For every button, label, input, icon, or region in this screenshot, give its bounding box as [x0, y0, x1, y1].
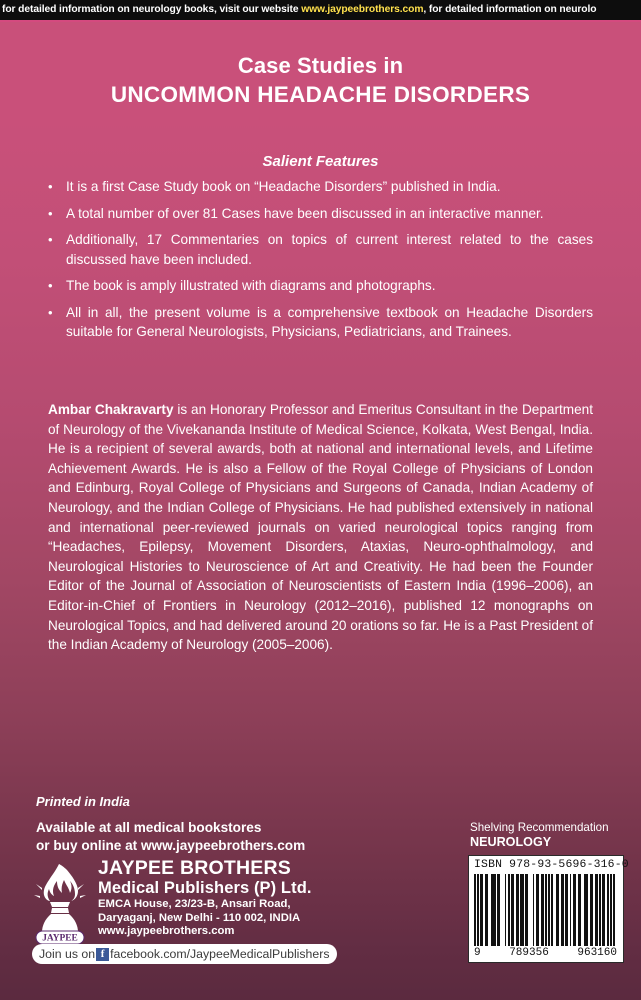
facebook-link-pill[interactable]: [32, 944, 337, 964]
top-promo-banner: [0, 0, 641, 20]
bullet-glyph: •: [48, 232, 53, 247]
feature-text: All in all, the present volume is a comprehensive textbook on Headache Disorders suitable for General Neurologists, Physicians, Pediatricians, and Trainees.: [66, 304, 593, 339]
barcode-digits: [474, 946, 618, 959]
feature-item: [48, 177, 593, 197]
banner-divider-rule: [0, 20, 641, 22]
bullet-glyph: •: [48, 179, 53, 194]
bullet-glyph: •: [48, 278, 53, 293]
banner-website-link[interactable]: www.jaypeebrothers.com: [301, 4, 424, 15]
facebook-icon: f: [96, 948, 109, 961]
publisher-address-line-1: EMCA House, 23/23-B, Ansari Road,: [98, 898, 291, 910]
publisher-address-line-2: Daryaganj, New Delhi - 110 002, INDIA: [98, 911, 301, 924]
jaypee-flame-logo: [32, 862, 88, 944]
isbn-number: ISBN 978-93-5696-316-0: [474, 859, 629, 871]
publisher-name-primary: JAYPEE BROTHERS: [98, 857, 292, 879]
title-line-2: UNCOMMON HEADACHE DISORDERS: [110, 82, 531, 107]
feature-item: [48, 204, 593, 224]
feature-item: [48, 230, 593, 269]
feature-item: [48, 276, 593, 296]
feature-text: A total number of over 81 Cases have been discussed in an interactive manner.: [66, 205, 544, 221]
printed-in-india-label: Printed in India: [36, 794, 130, 809]
title-line-1: Case Studies in: [237, 53, 404, 78]
barcode-digit-left: 9: [474, 947, 481, 959]
publisher-website[interactable]: www.jaypeebrothers.com: [98, 925, 235, 938]
barcode-digit-mid: 789356: [509, 947, 549, 959]
publisher-text: [98, 858, 312, 939]
logo-caption: JAYPEE: [42, 933, 78, 944]
bullet-glyph: •: [48, 304, 53, 320]
feature-text: The book is amply illustrated with diagrams and photographs.: [66, 278, 436, 293]
author-bio-text: is an Honorary Professor and Emeritus Consultant in the Department of Neurology of the Vivekananda Institute of Medical Science, Kolkata, West Bengal, India. He is a recipient of several awards, both at national and international levels, and Lifetime Achievement Awards. He is also a Fellow of the Royal College of Physicians of London and Edinburg, Royal College of Physicians and Surgeons of Canada, Indian Academy of Neurology, and the Indian College of Physicians. He had published extensively in national and international peer-reviewed journals on varied neurological topics ranging from “Headaches, Epilepsy, Movement Disorders, Ataxias, Neuro-ophthalmology, and Neurological Histories to Neuroscience of Art and Creativity. He had been the Founder Editor of the Journal of Association of Neuroscientists of Eastern India (1996–2006), an Editor-in-Chief of Frontiers in Neurology (2012–2016), published 12 monographs on Neurological Topics, and had delivered around 20 orations so far. He is a Past President of the Indian Academy of Neurology (2005–2006).: [48, 402, 593, 653]
availability-line-2: or buy online at www.jaypeebrothers.com: [36, 837, 306, 853]
availability-line-1: Available at all medical bookstores: [36, 820, 262, 835]
banner-text-after: , for detailed information on neurolo: [423, 4, 597, 15]
banner-text-before: for detailed information on neurology books, visit our website: [2, 4, 302, 15]
shelving-label: Shelving Recommendation: [470, 821, 609, 834]
isbn-barcode: [468, 855, 629, 963]
book-title: [0, 52, 641, 110]
availability-block: [36, 819, 305, 854]
facebook-prefix-label: Join us on: [39, 947, 96, 961]
publisher-name-secondary: Medical Publishers (P) Ltd.: [98, 879, 312, 897]
salient-features-heading: Salient Features: [262, 153, 379, 170]
author-name: Ambar Chakravarty: [48, 402, 174, 417]
author-biography: [48, 400, 593, 655]
feature-text: Additionally, 17 Commentaries on topics of current interest related to the cases discussed have been included.: [66, 232, 593, 267]
facebook-handle: facebook.com/JaypeeMedicalPublishers: [110, 947, 330, 961]
shelving-category: NEUROLOGY: [470, 835, 552, 849]
barcode-bars: [474, 874, 618, 946]
feature-text: It is a first Case Study book on “Headache Disorders” published in India.: [66, 179, 501, 194]
shelving-recommendation: [470, 821, 609, 850]
feature-item: [48, 303, 593, 342]
salient-features-list: [48, 177, 593, 349]
bullet-glyph: •: [48, 205, 53, 221]
barcode-digit-right: 963160: [577, 947, 617, 959]
